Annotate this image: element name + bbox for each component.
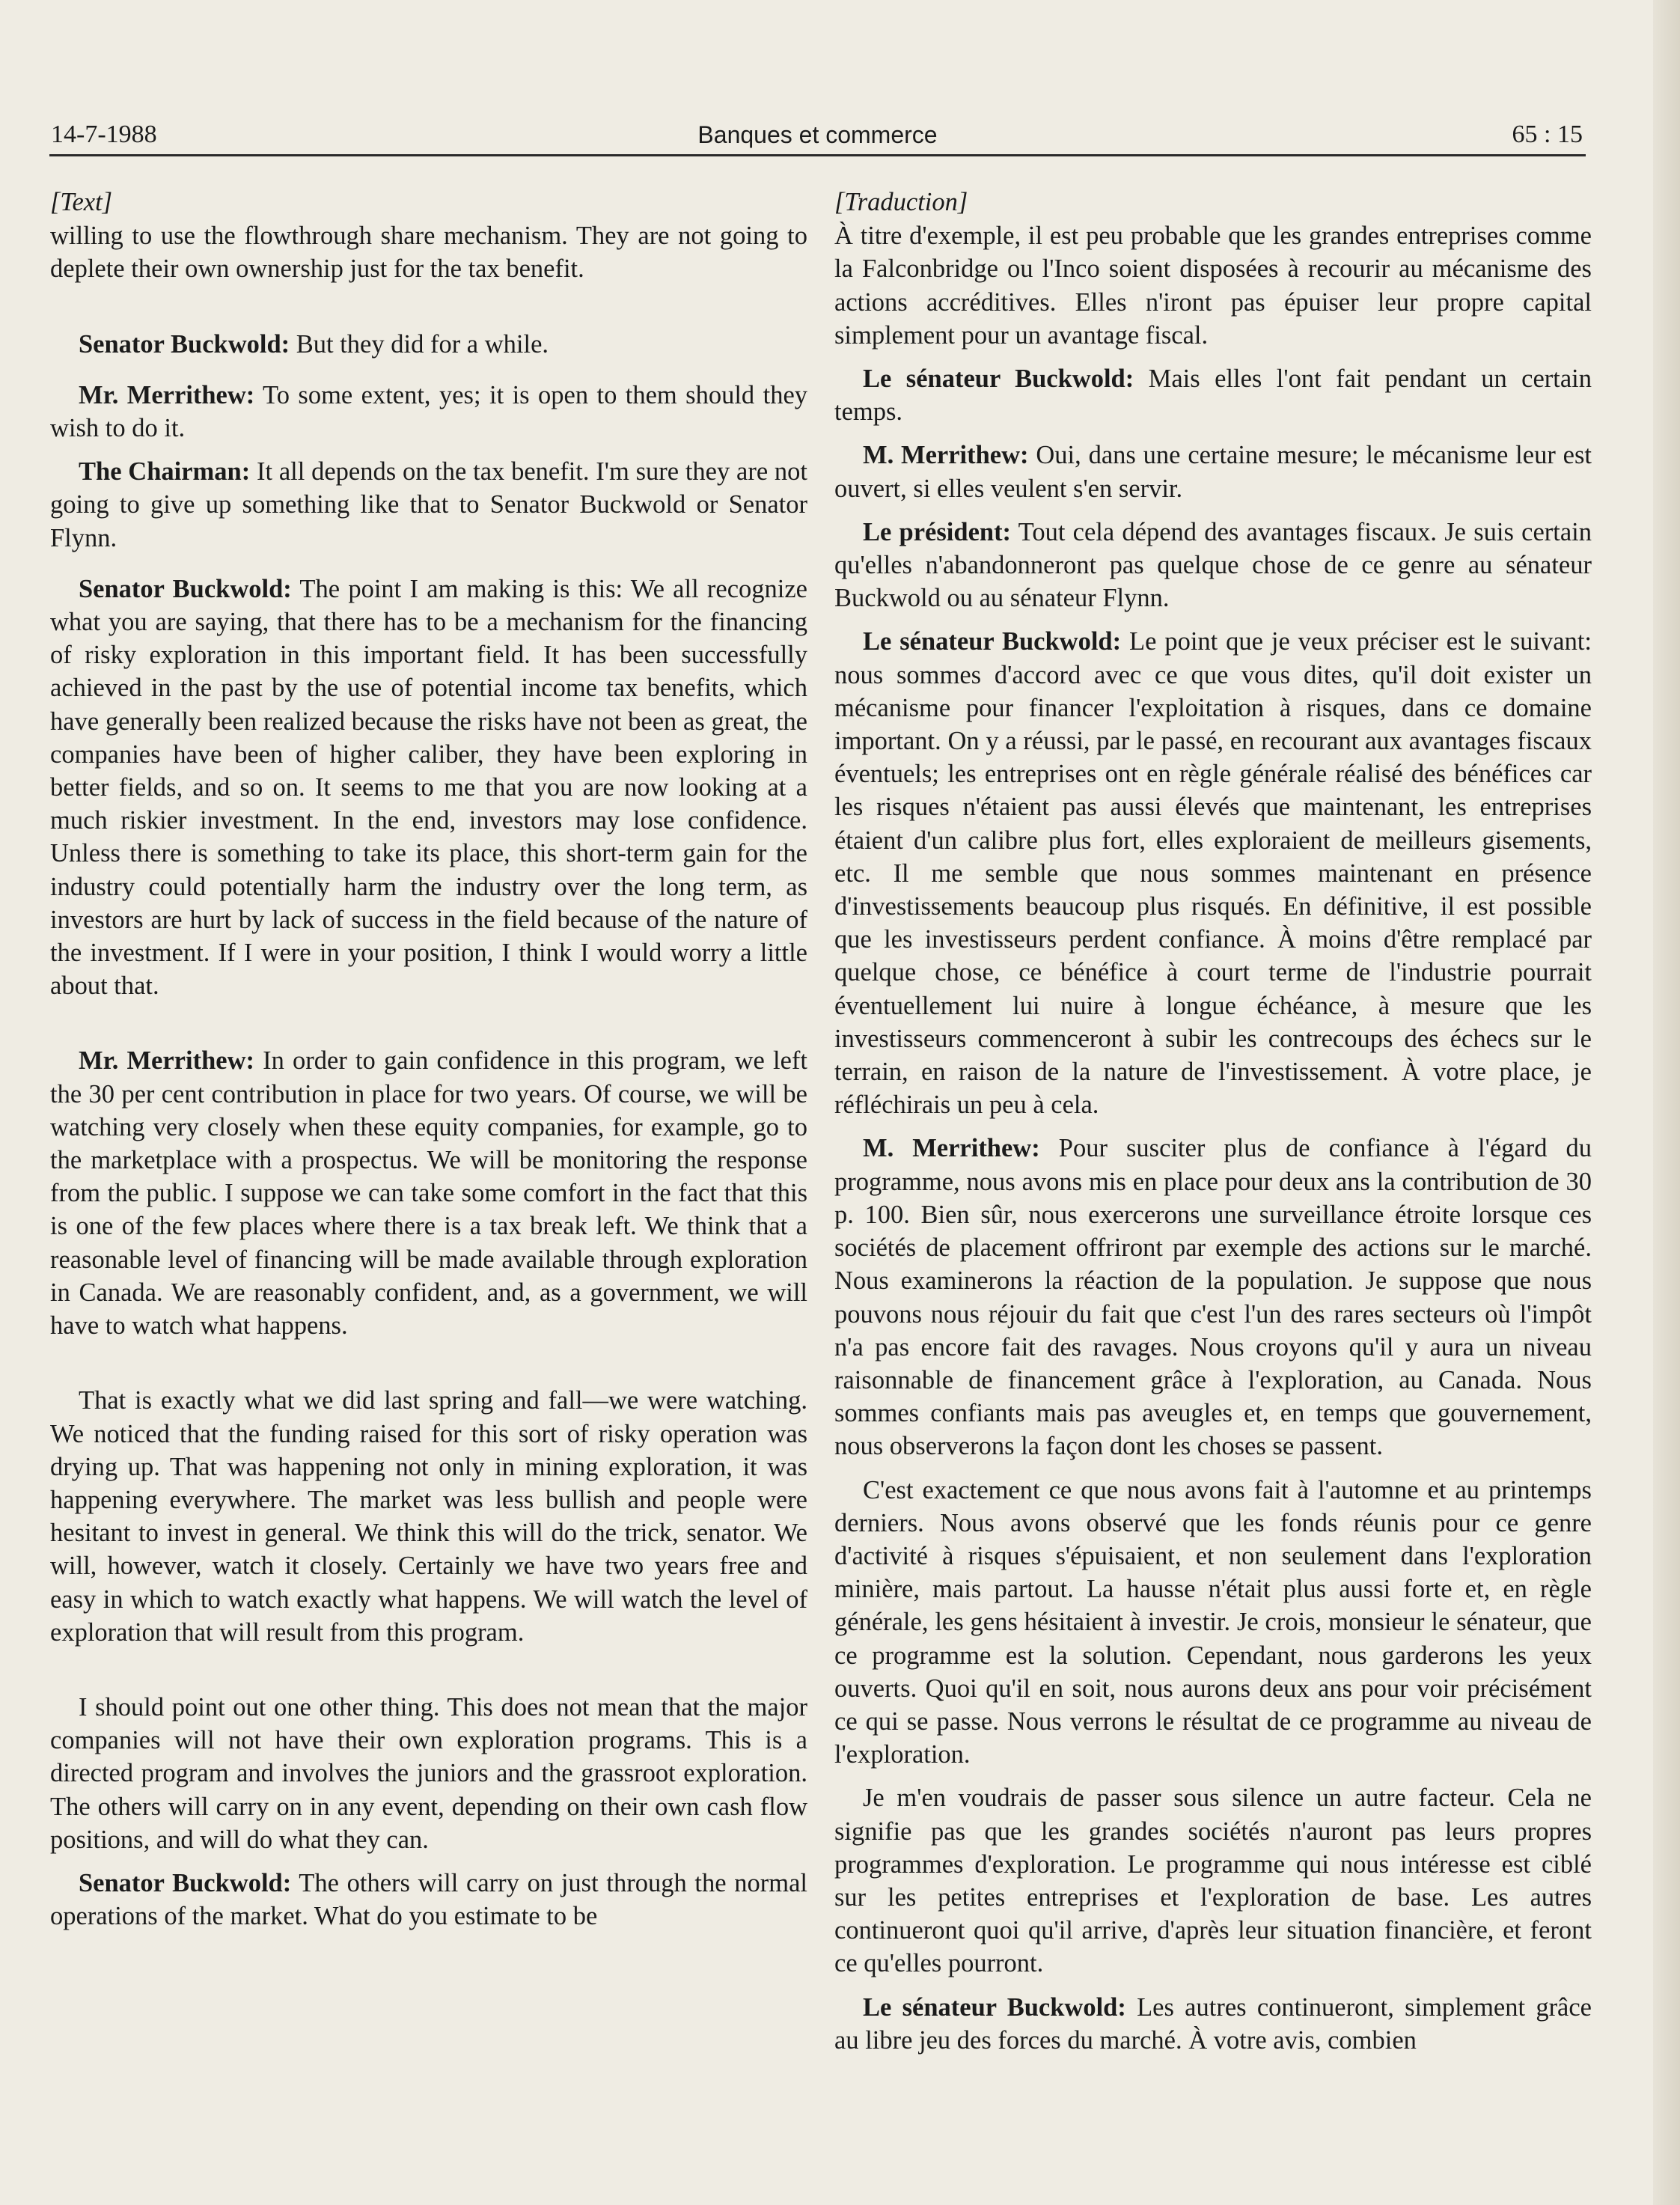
speech-text: To some extent, yes; it is open to them should they wish to do it. [50,380,808,443]
speech-text: It all depends on the tax benefit. I'm sure they are not going to give up something like that to Senator Buckwold or Senator Flynn. [50,457,807,552]
speech-text: Tout cela dépend des avantages fiscaux. Je suis certain qu'elles n'abandonneront pas quelque chose de ce genre au sénateur Buckwold ou au sénateur Flynn. [834,517,1592,613]
speech-paragraph [50,379,807,445]
speech-text: Mais elles l'ont fait pendant un certain temps. [834,365,1592,427]
header-date: 14-7-1988 [51,121,157,148]
speaker-name: M. Merrithew: [863,1134,1040,1163]
speech-paragraph [834,1132,1592,1463]
speaker-name: Le président: [863,517,1012,546]
page-edge [1653,0,1680,2205]
header-title: Banques et commerce [697,121,938,148]
speech-paragraph [50,1044,807,1342]
speech-paragraph [50,573,807,1003]
speech-text: The point I am making is this: We all recognize what you are saying, that there has to be a mechanism for the financing of risky exploration in this important field. It has been successfully achieved in the past by the use of potential income tax benefits, which have generally been realized because the risks have not been as great, the companies have been of higher caliber, they have been exploring in better fields, and so on. It seems to me that you are now looking at a much riskier investment. In the end, investors may lose confidence. Unless there is something to take its place, this short-term gain for the industry could potentially harm the industry over the long term, as investors are hurt by lack of success in the field because of the nature of the investment. If I were in your position, I think I would worry a little about that. [50,574,807,1001]
speaker-name: Senator Buckwold: [79,574,292,603]
speech-text: Le point que je veux préciser est le suivant: nous sommes d'accord avec ce que vous dites, qu'il doit exister un mécanisme pour financer l'exploitation à risques, dans ce domaine important. On y a réussi, par le passé, en recourant aux avantages fiscaux éventuels; les entreprises ont en règle générale réalisé des bénéfices car les risques n'étaient pas aussi élevés que maintenant, les entreprises étaient d'un calibre plus fort, elles exploraient de meilleurs gisements, etc. Il me semble que nous sommes maintenant en présence d'investissements beaucoup plus risqués. En définitive, il est possible que les investisseurs perdent confiance. À moins d'être remplacé par quelque chose, ce bénéfice à court terme de l'industrie pourrait éventuellement lui nuire à longue échéance, à mesure que les investisseurs commenceront à subir les contrecoups des échecs sur le terrain, en raison de la nature de l'investissement. À votre place, je réfléchirais un peu à cela. [834,627,1592,1120]
running-header [49,112,1586,156]
speaker-name: The Chairman: [79,457,251,487]
speaker-name: Mr. Merrithew: [79,380,255,409]
header-page-number: 65 : 15 [1512,121,1583,148]
speaker-name: Le sénateur Buckwold: [863,365,1134,394]
speech-paragraph [834,362,1592,428]
paragraph: I should point out one other thing. This does not mean that the major companies will not have their own exploration programs. This is a directed program and involves the juniors and the grassroot exploration. The others will carry on in any event, depending on their own cash flow positions, and will do what they can. [50,1692,807,1854]
paragraph: Je m'en voudrais de passer sous silence un autre facteur. Cela ne signifie pas que les grandes sociétés n'auront pas leurs propres programmes d'exploration. Le programme qui nous intéresse est ciblé sur les petites entreprises et l'exploration de base. Les autres continueront quoi qu'il arrive, d'après leur situation financière, et feront ce qu'elles pourront. [834,1784,1592,1978]
speech-text: The others will carry on just through the normal operations of the market. What do you estimate to be [50,1868,807,1931]
speech-paragraph [834,1991,1592,2057]
speech-text: In order to gain confidence in this program, we left the 30 per cent contribution in place for two years. Of course, we will be watching very closely when these equity companies, for example, go to the marketplace with a prospectus. We will be monitoring the response from the public. I suppose we can take some comfort in the fact that this is one of the few places where there is a tax break left. We think that a reasonable level of financing will be made available through exploration in Canada. We are reasonably confident, and, as a government, we will have to watch what happens. [50,1046,807,1341]
speech-paragraph [50,1867,807,1933]
language-tag: [Traduction] [834,188,968,216]
speech-paragraph [834,439,1592,504]
french-column [834,186,1592,2057]
speech-text: But they did for a while. [290,329,549,359]
speech-paragraph [834,516,1592,615]
speech-text: Pour susciter plus de confiance à l'égard du programme, nous avons mis en place pour deux ans la contribution de 30 p. 100. Bien sûr, nous exercerons une surveillance étroite lorsque ces sociétés de placement offriront par exemple des actions sur le marché. Nous examinerons la réaction de la population. Je suppose que nous pouvons nous réjouir du fait que c'est l'un des rares secteurs où l'impôt n'a pas encore fait des ravages. Nous croyons qu'il y aura un niveau raisonnable de financement grâce à l'exploration, au Canada. Nous sommes confiants mais pas aveugles et, en temps que gouvernement, nous observerons la façon dont les choses se passent. [834,1134,1592,1461]
speaker-name: Mr. Merrithew: [79,1046,254,1076]
speech-text: Oui, dans une certaine mesure; le mécanisme leur est ouvert, si elles veulent s'en servir. [834,441,1592,503]
paragraph: À titre d'exemple, il est peu probable que les grandes entreprises comme la Falconbridge ou l'Inco soient disposées à recourir au mécanisme des actions accréditives. Elles n'iront pas épuiser leur propre capital simplement pour un avantage fiscal. [834,222,1592,350]
speaker-name: Le sénateur Buckwold: [863,627,1122,656]
speaker-name: Senator Buckwold: [79,1868,292,1897]
speech-paragraph [834,625,1592,1121]
speaker-name: Le sénateur Buckwold: [863,1992,1126,2022]
speech-paragraph [50,455,807,555]
speaker-name: M. Merrithew: [863,441,1029,470]
speaker-name: Senator Buckwold: [79,329,290,359]
paragraph: That is exactly what we did last spring and fall—we were watching. We noticed that the funding raised for this sort of risky operation was drying up. That was happening not only in mining exploration, it was happening everywhere. The market was less bullish and people were hesitant to invest in general. We think this will do the trick, senator. We will, however, watch it closely. Certainly we have two years free and easy in which to watch exactly what happens. We will watch the level of exploration that will result from this program. [50,1386,807,1647]
paragraph: C'est exactement ce que nous avons fait à l'automne et au printemps derniers. Nous avons observé que les fonds réunis pour ce genre d'activité à risques s'épuisaient, et non seulement dans l'exploration minière, mais partout. La hausse n'était plus aussi forte et, en règle générale, les gens hésitaient à investir. Je crois, monsieur le sénateur, que ce programme est la solution. Cependant, nous garderons les yeux ouverts. Quoi qu'il en soit, nous aurons deux ans pour voir précisément ce qui se passe. Nous verrons le résultat de ce programme au niveau de l'exploration. [834,1475,1592,1769]
speech-text: Les autres continueront, simplement grâce au libre jeu des forces du marché. À votre avis, combien [834,1992,1592,2055]
language-tag: [Text] [50,188,113,216]
speech-paragraph [50,328,807,361]
english-column [50,186,807,1933]
paragraph: willing to use the flowthrough share mechanism. They are not going to deplete their own ownership just for the tax benefit. [50,222,807,284]
